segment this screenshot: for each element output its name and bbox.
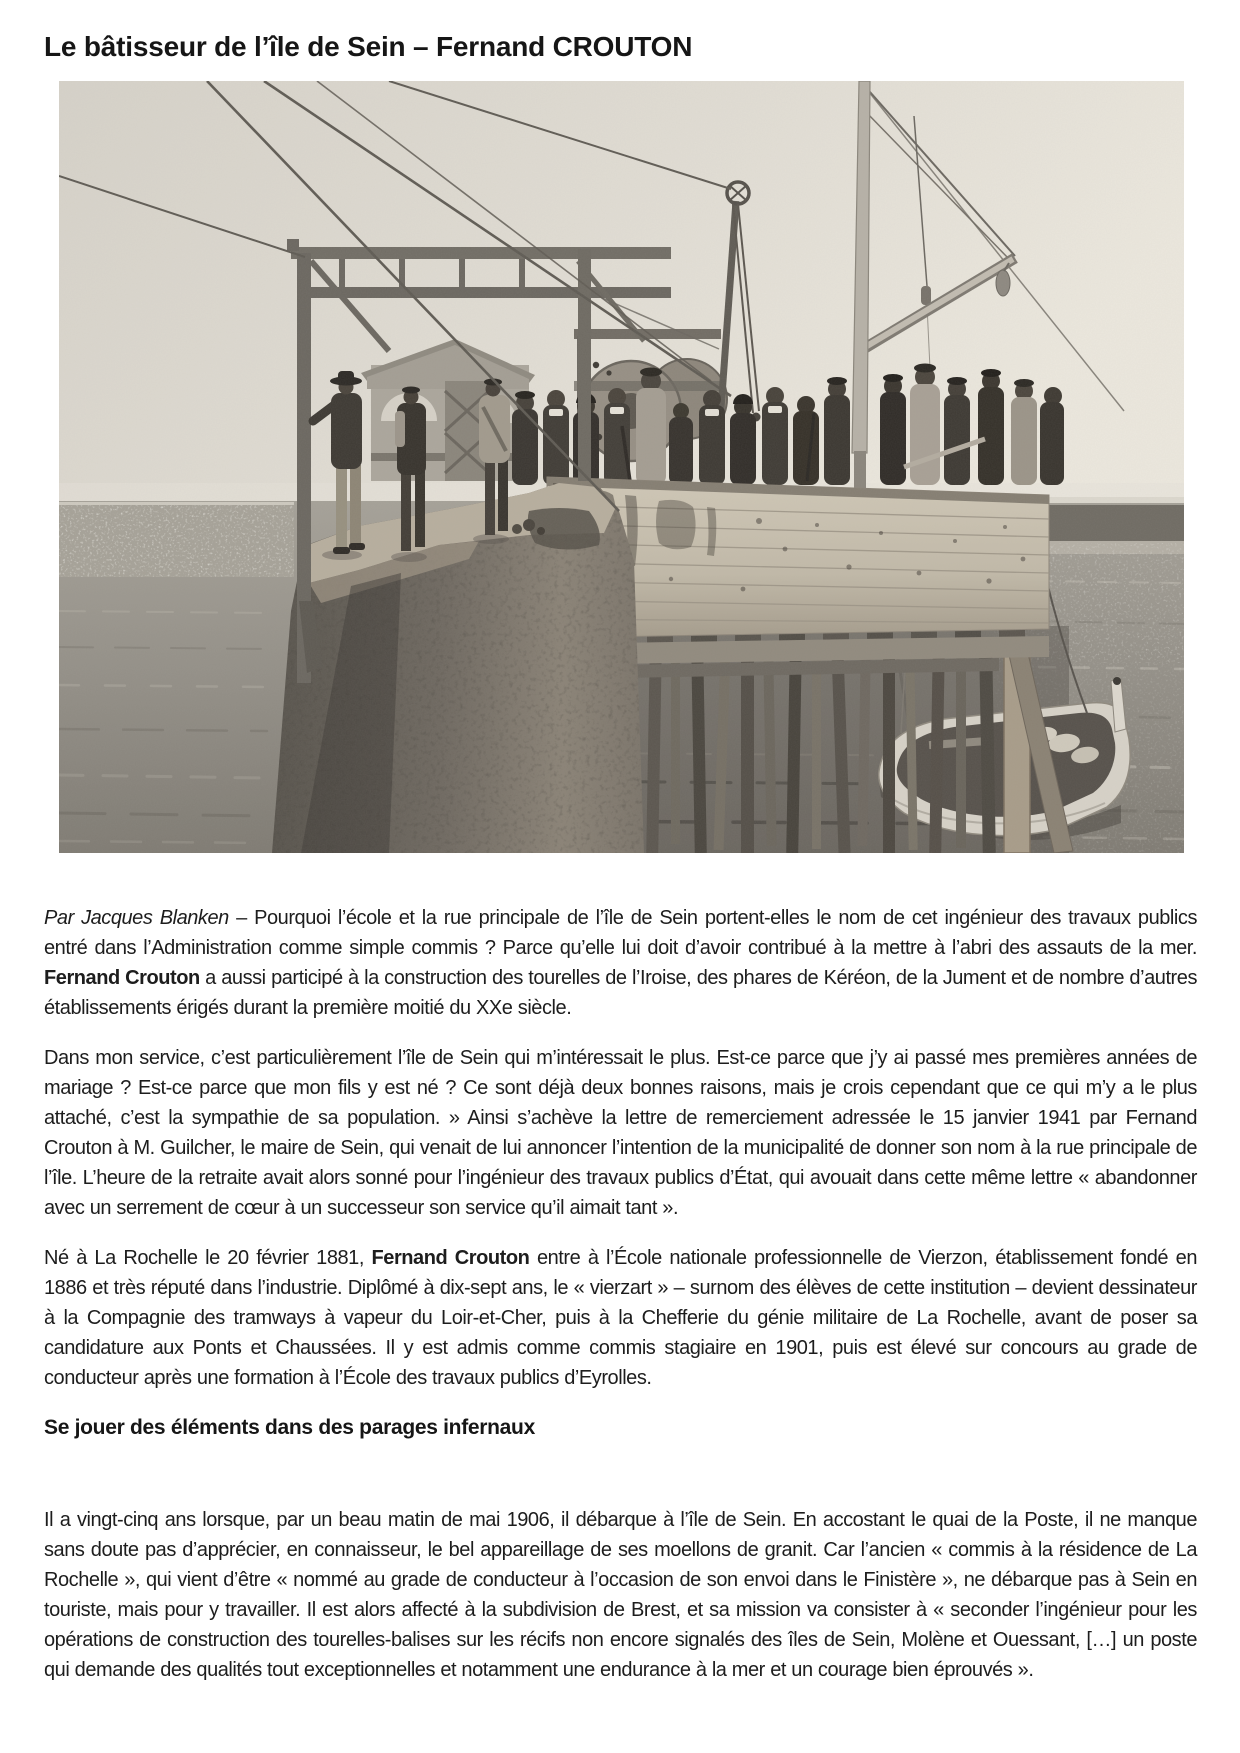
section-subheading: Se jouer des éléments dans des parages infernaux — [44, 1416, 535, 1439]
photo-grain-overlay — [59, 81, 1184, 853]
paragraph-biography: Né à La Rochelle le 20 février 1881, Fernand Crouton entre à l’École nationale professionnelle de Vierzon, établissement fondé en 1886 et très réputé dans l’industrie. Diplômé à dix-sept ans, le « vierzart » – surnom des élèves de cette institution – devient dessinateur à la Compagnie des tramways à vapeur du Loir-et-Cher, puis à la Chefferie du génie militaire de La Rochelle, avant de poser sa candidature aux Ponts et Chaussées. Il y est admis comme commis stagiaire en 1901, puis est élevé sur concours au grade de conducteur après une formation à l’École des travaux publics d’Eyrolles. — [44, 1247, 1197, 1389]
paragraph-intro: Par Jacques Blanken – Pourquoi l’école et la rue principale de l’île de Sein portent-elles le nom de cet ingénieur des travaux publics entré dans l’Administration comme simple commis ? Parce qu’elle lui doit d’avoir contribué à la mettre à l’abri des assauts de la mer. Fernand Crouton a aussi participé à la construction des tourelles de l’Iroise, des phares de Kéréon, de la Jument et de nombre d’autres établissements érigés durant la première moitié du XXe siècle. — [44, 907, 1197, 1019]
paragraph-arrival: Il a vingt-cinq ans lorsque, par un beau matin de mai 1906, il débarque à l’île de Sein. En accostant le quai de la Poste, il ne manque sans doute pas d’apprécier, en connaisseur, le bel appareillage de ses moellons de granit. Car l’ancien « commis à la résidence de La Rochelle », qui vient d’être « nommé au grade de conducteur à l’occasion de son envoi dans le Finistère », ne débarque pas à Sein en touriste, mais pour y travailler. Il est alors affecté à la subdivision de Brest, et sa mission va consister à « seconder l’ingénieur pour les opérations de construction des tourelles-balises sur les récifs non encore signalés des îles de Sein, Molène et Ouessant, […] un poste qui demande des qualités tout exceptionnelles et notamment une endurance à la mer et un courage bien éprouvés ». — [44, 1509, 1197, 1681]
pier-construction-photo-illustration — [59, 81, 1184, 853]
article-title: Le bâtisseur de l’île de Sein – Fernand CROUTON — [44, 31, 693, 62]
paragraph-letter: Dans mon service, c’est particulièrement l’île de Sein qui m’intéressait le plus. Est-ce parce que j’y ai passé mes premières années de mariage ? Est-ce parce que mon fils y est né ? Ce sont déjà deux bonnes raisons, mais je crois cependant que ce qui m’y a le plus attaché, c’est la sympathie de sa population. » Ainsi s’achève la lettre de remerciement adressée le 15 janvier 1941 par Fernand Crouton à M. Guilcher, le maire de Sein, qui venait de lui annoncer l’intention de la municipalité de donner son nom à la rue principale de l’île. L’heure de la retraite avait alors sonné pour l’ingénieur des travaux publics d’État, qui avouait dans cette même lettre « abandonner avec un serrement de cœur à un successeur son service qu’il aimait tant ». — [44, 1047, 1197, 1219]
article-body — [44, 903, 1197, 1705]
article-photo — [59, 81, 1184, 853]
